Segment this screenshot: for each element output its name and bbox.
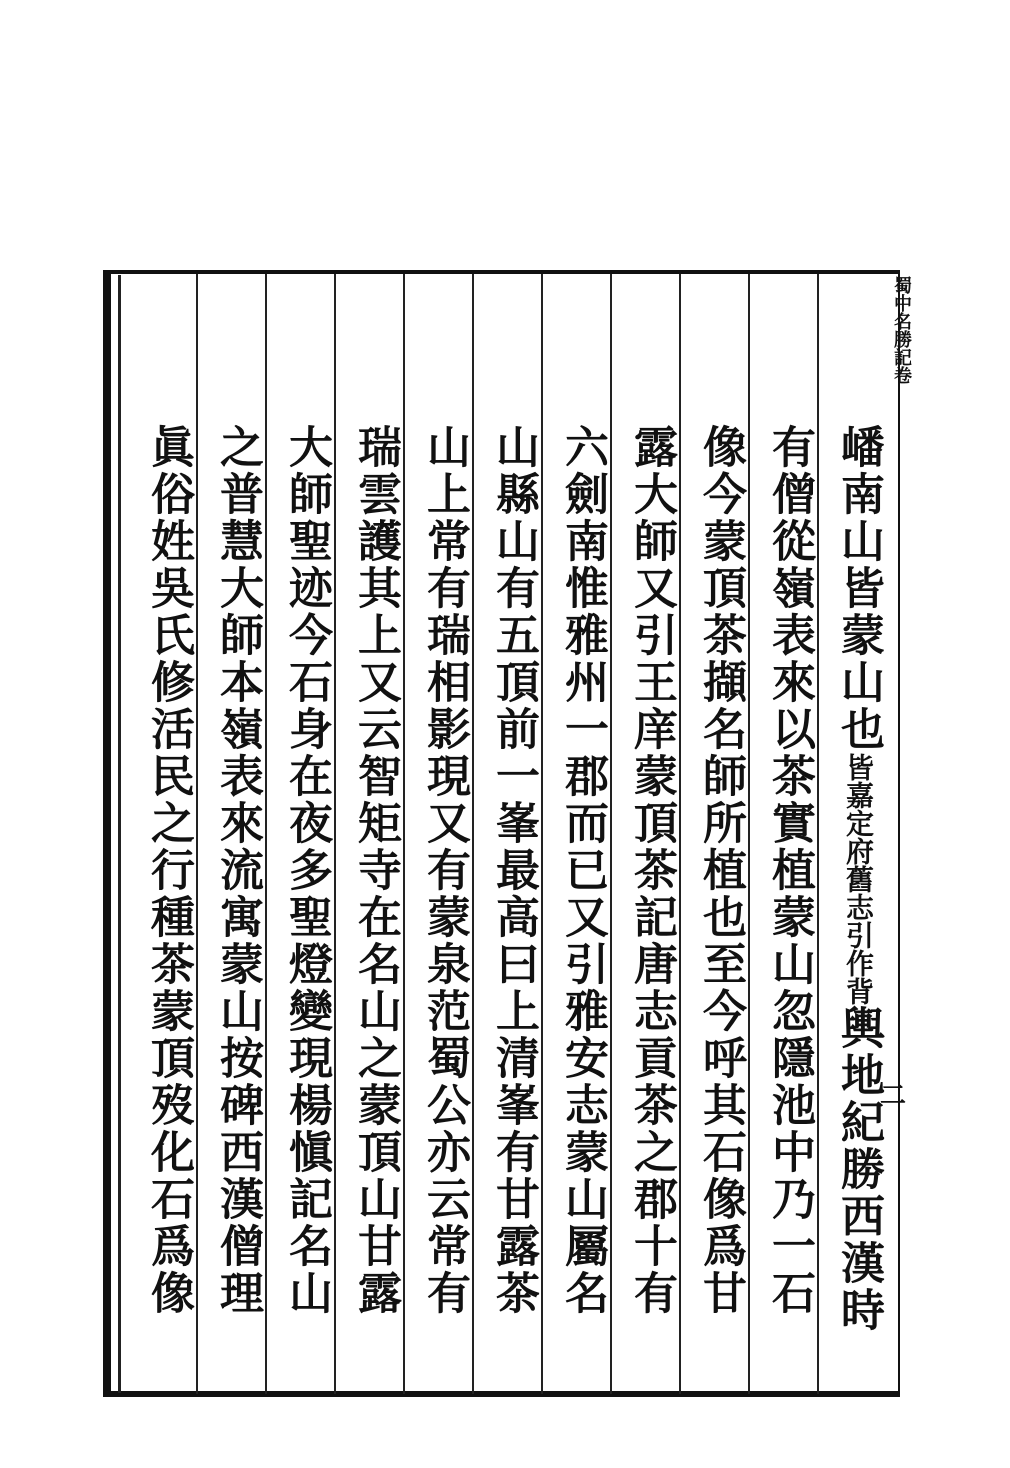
text-column-1	[829, 424, 887, 1394]
inner-border-line	[118, 275, 121, 1393]
margin-title	[888, 276, 912, 976]
text-column-11	[139, 424, 197, 1394]
column-text: 六劍南惟雅州一郡而已又引雅安志蒙山屬名	[557, 424, 608, 1317]
margin-title-text: 蜀中名勝記卷	[891, 276, 912, 384]
text-column-10	[208, 424, 266, 1394]
text-column-7	[415, 424, 473, 1394]
column-text: 大師聖迹今石身在夜多聖燈變現楊愼記名山	[281, 424, 332, 1317]
text-column-8	[346, 424, 404, 1394]
text-column-2	[760, 424, 818, 1394]
column-text	[829, 424, 887, 1334]
text-column-6	[484, 424, 542, 1394]
text-column-4	[622, 424, 680, 1394]
page-number-text: 二	[880, 1081, 907, 1111]
column-main-text: 嶓南山皆蒙山也	[833, 424, 884, 753]
interlinear-note: 皆嘉定府舊志引作背	[842, 753, 875, 1005]
text-column-5	[553, 424, 611, 1394]
column-text: 之普慧大師本嶺表來流寓蒙山按碑西漢僧理	[212, 424, 263, 1317]
text-column-9	[277, 424, 335, 1394]
column-text: 有僧從嶺表來以茶實植蒙山忽隱池中乃一石	[764, 424, 815, 1317]
column-text: 像今蒙頂茶擷名師所植也至今呼其石像爲甘	[695, 424, 746, 1317]
column-tail-text: 輿地紀勝西漢時	[833, 1005, 884, 1334]
column-text: 山上常有瑞相影現又有蒙泉范蜀公亦云常有	[419, 424, 470, 1317]
column-text: 瑞雲護其上又云智矩寺在名山之蒙頂山甘露	[350, 424, 401, 1317]
text-column-3	[691, 424, 749, 1394]
column-text: 山縣山有五頂前一峯最高曰上清峯有甘露茶	[488, 424, 539, 1317]
column-text: 露大師又引王庠蒙頂茶記唐志貢茶之郡十有	[626, 424, 677, 1317]
column-text: 眞俗姓吳氏修活民之行種茶蒙頂歿化石爲像	[143, 424, 194, 1317]
